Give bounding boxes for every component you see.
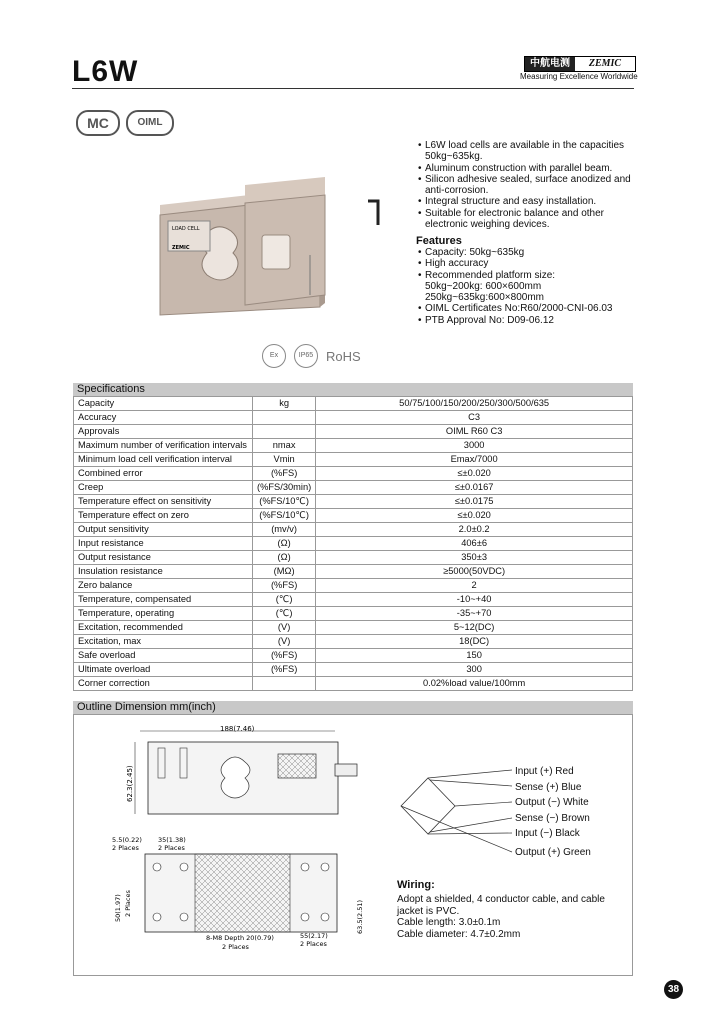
spec-param: Safe overload bbox=[74, 649, 253, 663]
spec-param: Temperature, operating bbox=[74, 607, 253, 621]
spec-unit: kg bbox=[253, 397, 316, 411]
spec-row bbox=[74, 425, 633, 439]
spec-value: ≤±0.020 bbox=[316, 509, 633, 523]
spec-row bbox=[74, 397, 633, 411]
spec-value: -10~+40 bbox=[316, 593, 633, 607]
spec-row bbox=[74, 481, 633, 495]
feature-item: • OIML Certificates No:R60/2000-CNI-06.03 bbox=[418, 303, 613, 315]
brand-en: ZEMIC bbox=[588, 58, 622, 69]
dim-thread-note: 2 Places bbox=[222, 943, 249, 951]
wiring-line: Adopt a shielded, 4 conductor cable, and cable jacket is PVC. bbox=[397, 894, 605, 917]
spec-row bbox=[74, 439, 633, 453]
wiring-line: Cable diameter: 4.7±0.2mm bbox=[397, 928, 521, 940]
spec-value: 2 bbox=[316, 579, 633, 593]
spec-value: 18(DC) bbox=[316, 635, 633, 649]
brand-logo bbox=[524, 56, 636, 72]
spec-value: ≤±0.020 bbox=[316, 467, 633, 481]
spec-unit: (MΩ) bbox=[253, 565, 316, 579]
description-item: • Silicon adhesive sealed, surface anodized and anti-corrosion. bbox=[418, 173, 631, 197]
spec-value: C3 bbox=[316, 411, 633, 425]
description-item: • Suitable for electronic balance and other electronic weighing devices. bbox=[418, 207, 605, 231]
spec-param: Maximum number of verification intervals bbox=[74, 439, 253, 453]
spec-unit: (℃) bbox=[253, 593, 316, 607]
spec-unit: (%FS/30min) bbox=[253, 481, 316, 495]
spec-unit bbox=[253, 411, 316, 425]
dim-length: 188(7.46) bbox=[220, 725, 255, 733]
spec-param: Capacity bbox=[74, 397, 253, 411]
spec-param: Approvals bbox=[74, 425, 253, 439]
dim-d1: 5.5(0.22) bbox=[112, 836, 142, 844]
spec-param: Accuracy bbox=[74, 411, 253, 425]
spec-row bbox=[74, 467, 633, 481]
spec-row bbox=[74, 537, 633, 551]
spec-value: 5~12(DC) bbox=[316, 621, 633, 635]
oiml-logo-icon: OIML bbox=[126, 110, 174, 136]
spec-param: Combined error bbox=[74, 467, 253, 481]
features-heading: Features bbox=[416, 235, 462, 247]
spec-param: Temperature, compensated bbox=[74, 593, 253, 607]
spec-row bbox=[74, 495, 633, 509]
certification-logos bbox=[76, 110, 174, 136]
dim-d4: 63.5(2.51) bbox=[356, 899, 364, 934]
dim-d3: 55(2.17) bbox=[300, 932, 328, 940]
wiring-text bbox=[397, 894, 617, 940]
header-divider bbox=[72, 88, 634, 89]
spec-row bbox=[74, 411, 633, 425]
spec-value: ≥5000(50VDC) bbox=[316, 565, 633, 579]
spec-value: ≤±0.0167 bbox=[316, 481, 633, 495]
spec-unit: (Ω) bbox=[253, 537, 316, 551]
wiring-heading: Wiring: bbox=[397, 879, 435, 891]
spec-unit: (%FS/10℃) bbox=[253, 509, 316, 523]
spec-unit: Vmin bbox=[253, 453, 316, 467]
spec-value: -35~+70 bbox=[316, 607, 633, 621]
spec-row bbox=[74, 607, 633, 621]
spec-row bbox=[74, 663, 633, 677]
mc-logo-icon: MC bbox=[76, 110, 120, 136]
wire-label: Input (+) Red bbox=[515, 766, 574, 777]
dim-thread: 8-M8 Depth 20(0.79) bbox=[206, 934, 274, 942]
description-item: • Aluminum construction with parallel beam. bbox=[418, 162, 613, 174]
spec-unit: (mv/v) bbox=[253, 523, 316, 537]
dim-width: 50(1.97) bbox=[114, 894, 122, 922]
compliance-icons bbox=[262, 344, 361, 368]
spec-param: Temperature effect on zero bbox=[74, 509, 253, 523]
spec-row bbox=[74, 677, 633, 691]
spec-param: Minimum load cell verification interval bbox=[74, 453, 253, 467]
load-cell-photo bbox=[150, 175, 380, 320]
spec-unit: (%FS) bbox=[253, 579, 316, 593]
wire-label: Sense (+) Blue bbox=[515, 781, 582, 793]
spec-row bbox=[74, 565, 633, 579]
spec-unit: (V) bbox=[253, 621, 316, 635]
spec-value: 406±6 bbox=[316, 537, 633, 551]
spec-value: Emax/7000 bbox=[316, 453, 633, 467]
label-line1: LOAD CELL bbox=[172, 226, 200, 232]
spec-value: 300 bbox=[316, 663, 633, 677]
wire-label: Output (−) White bbox=[515, 797, 589, 808]
spec-param: Zero balance bbox=[74, 579, 253, 593]
spec-param: Temperature effect on sensitivity bbox=[74, 495, 253, 509]
label-brand: ZEMIC bbox=[172, 245, 190, 251]
product-title: L6W bbox=[72, 55, 139, 88]
specifications-heading: Specifications bbox=[73, 383, 633, 396]
spec-value: ≤±0.0175 bbox=[316, 495, 633, 509]
feature-item: • Capacity: 50kg~635kg bbox=[418, 247, 525, 258]
dim-d2-note: 2 Places bbox=[158, 844, 185, 852]
spec-unit: (V) bbox=[253, 635, 316, 649]
brand-cn: 中航电测 bbox=[525, 57, 575, 71]
spec-value: 350±3 bbox=[316, 551, 633, 565]
outline-heading: Outline Dimension mm(inch) bbox=[73, 701, 633, 714]
spec-param: Excitation, max bbox=[74, 635, 253, 649]
feature-item: • Recommended platform size: bbox=[418, 269, 556, 281]
spec-param: Ultimate overload bbox=[74, 663, 253, 677]
spec-unit bbox=[253, 425, 316, 439]
spec-row bbox=[74, 453, 633, 467]
spec-unit: (%FS) bbox=[253, 649, 316, 663]
spec-param: Input resistance bbox=[74, 537, 253, 551]
spec-row bbox=[74, 579, 633, 593]
spec-unit: nmax bbox=[253, 439, 316, 453]
spec-value: 50/75/100/150/200/250/300/500/635 bbox=[316, 397, 633, 411]
dim-height: 62.3(2.45) bbox=[126, 765, 134, 802]
spec-param: Output sensitivity bbox=[74, 523, 253, 537]
page-number: 38 bbox=[664, 980, 683, 999]
spec-row bbox=[74, 635, 633, 649]
dim-d2: 35(1.38) bbox=[158, 836, 186, 844]
ip65-icon: IP65 bbox=[294, 344, 318, 368]
feature-subitem: 250kg~635kg:600×800mm bbox=[425, 292, 544, 304]
spec-unit: (℃) bbox=[253, 607, 316, 621]
outline-drawing bbox=[100, 722, 370, 962]
spec-param: Output resistance bbox=[74, 551, 253, 565]
wiring-bridge-diagram bbox=[400, 766, 515, 856]
spec-param: Excitation, recommended bbox=[74, 621, 253, 635]
spec-value: 2.0±0.2 bbox=[316, 523, 633, 537]
rohs-icon: RoHS bbox=[326, 348, 361, 364]
spec-row bbox=[74, 621, 633, 635]
brand-tagline: Measuring Excellence Worldwide bbox=[520, 72, 638, 81]
spec-unit: (%FS) bbox=[253, 663, 316, 677]
wiring-line: Cable length: 3.0±0.1m bbox=[397, 917, 501, 928]
features-list bbox=[418, 247, 648, 326]
spec-value: 150 bbox=[316, 649, 633, 663]
description-item: • L6W load cells are available in the capacities 50kg~635kg. bbox=[418, 140, 624, 163]
spec-row bbox=[74, 509, 633, 523]
spec-unit bbox=[253, 677, 316, 691]
spec-param: Corner correction bbox=[74, 677, 253, 691]
wire-label: Sense (−) Brown bbox=[515, 812, 590, 824]
spec-row bbox=[74, 649, 633, 663]
spec-value: 0.02%load value/100mm bbox=[316, 677, 633, 691]
spec-row bbox=[74, 551, 633, 565]
spec-value: OIML R60 C3 bbox=[316, 425, 633, 439]
dim-d3-note: 2 Places bbox=[300, 940, 327, 948]
spec-param: Insulation resistance bbox=[74, 565, 253, 579]
specifications-table bbox=[73, 396, 633, 691]
description-item: • Integral structure and easy installation. bbox=[418, 196, 597, 208]
spec-value: 3000 bbox=[316, 439, 633, 453]
spec-row bbox=[74, 593, 633, 607]
ex-icon: Ex bbox=[262, 344, 286, 368]
wire-label: Output (+) Green bbox=[515, 846, 591, 858]
spec-param: Creep bbox=[74, 481, 253, 495]
dim-d1-note: 2 Places bbox=[112, 844, 139, 852]
wiring-labels bbox=[515, 764, 591, 860]
feature-item: • High accuracy bbox=[418, 258, 489, 270]
product-description bbox=[418, 140, 638, 230]
spec-unit: (%FS/10℃) bbox=[253, 495, 316, 509]
wire-label: Input (−) Black bbox=[515, 828, 580, 839]
spec-unit: (%FS) bbox=[253, 467, 316, 481]
dim-width-note: 2 Places bbox=[124, 890, 132, 917]
spec-unit: (Ω) bbox=[253, 551, 316, 565]
feature-item: • PTB Approval No: D09-06.12 bbox=[418, 314, 554, 326]
spec-row bbox=[74, 523, 633, 537]
feature-subitem: 50kg~200kg: 600×600mm bbox=[425, 280, 542, 292]
